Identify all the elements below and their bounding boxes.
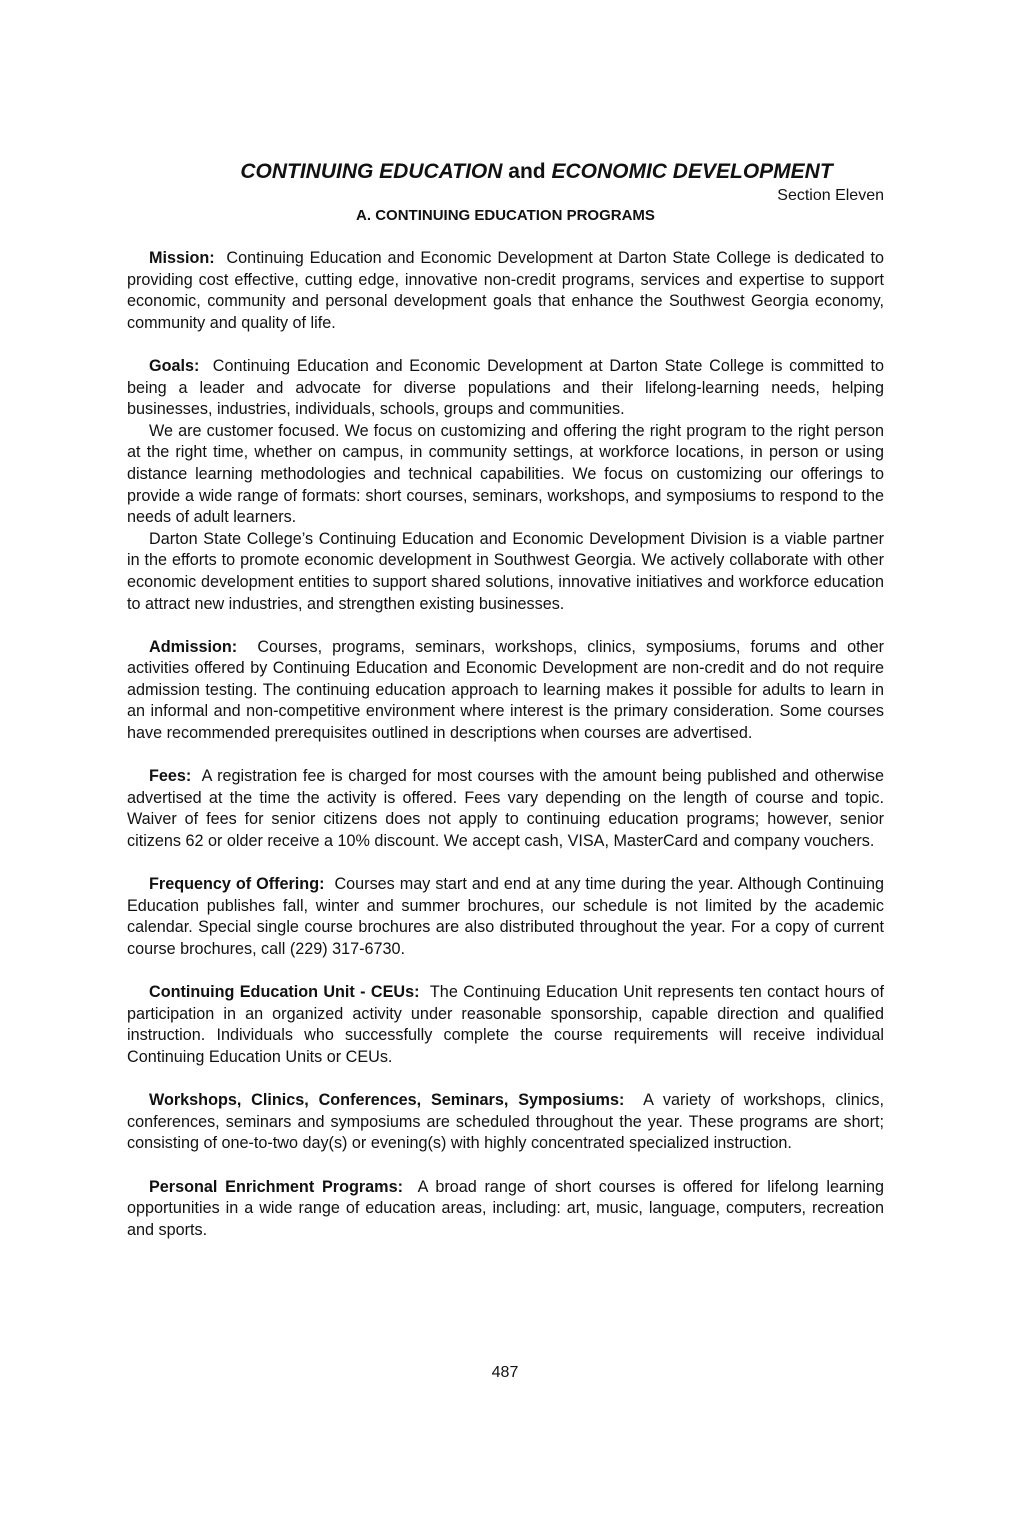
goals-paragraph — [127, 356, 884, 421]
workshops-heading: Workshops, Clinics, Conferences, Seminars, Symposiums: — [149, 1091, 625, 1110]
title-and: and — [508, 160, 546, 183]
title-part1: CONTINUING EDUCATION — [240, 160, 503, 183]
page-title — [127, 158, 884, 186]
goals-paragraph-2: We are customer focused. We focus on customizing and offering the right program to the right person at the right time, whether on campus, in community settings, at workforce locations, in person or using distance learning methodologies and technical capabilities. We focus on customizing our offerings to provide a wide range of formats: short courses, seminars, workshops, and symposiums to respond to the needs of adult learners. — [127, 421, 884, 527]
section-label: Section Eleven — [777, 187, 884, 204]
workshops-paragraph — [127, 1090, 884, 1155]
fees-text: A registration fee is charged for most courses with the amount being published and otherwise advertised at the time the activity is offered. Fees vary depending on the length of course and topic. Waiver of fees for senior citizens does not apply to continuing education programs; however, senior citizens 62 or older receive a 10% discount. We accept cash, VISA, MasterCard and company vouchers. — [127, 767, 885, 851]
goals-heading: Goals: — [149, 356, 200, 375]
frequency-text: Courses may start and end at any time during the year. Although Continuing Education publishes fall, winter and summer brochures, our schedule is not limited by the academic calendar. Special single course brochures are also distributed throughout the year. For a copy of current course brochures, call (229) 317-6730. — [127, 875, 884, 958]
title-part2: ECONOMIC DEVELOPMENT — [551, 160, 833, 183]
workshops-text: A variety of workshops, clinics, conferences, seminars and symposiums are scheduled throughout the year. These programs are short; consisting of one-to-two day(s) or evening(s) with highly concentrated specialized instruction. — [127, 1091, 884, 1153]
goals-paragraph-3: Darton State College’s Continuing Education and Economic Development Division is a viable partner in the efforts to promote economic development in Southwest Georgia. We actively collaborate with other economic development entities to support shared solutions, innovative initiatives and workforce education to attract new industries, and strengthen existing businesses. — [127, 529, 884, 613]
frequency-heading: Frequency of Offering: — [149, 875, 325, 894]
mission-paragraph — [127, 248, 884, 334]
section-subtitle: A. CONTINUING EDUCATION PROGRAMS — [356, 207, 655, 224]
mission-text: Continuing Education and Economic Development at Darton State College is dedicated to providing cost effective, cutting edge, innovative non-credit programs, services and expertise to support economic, community and personal development goals that enhance the Southwest Georgia economy, community and quality of life. — [127, 249, 885, 332]
admission-text: Courses, programs, seminars, workshops, clinics, symposiums, forums and other activities offered by Continuing Education and Economic Development are non-credit and do not require admission testing. The continuing education approach to learning makes it possible for adults to learn in an informal and non-competitive environment where interest is the primary consideration. Some courses have recommended prerequisites outlined in descriptions when courses are advertised. — [127, 637, 885, 743]
mission-heading: Mission: — [149, 249, 215, 267]
ceu-paragraph — [127, 982, 884, 1068]
document-page — [127, 158, 884, 1241]
page-number: 487 — [491, 1364, 519, 1381]
goals-text: Continuing Education and Economic Development at Darton State College is committed to being a leader and advocate for diverse populations and their lifelong-learning needs, helping businesses, industries, individuals, schools, groups and communities. — [127, 356, 884, 419]
admission-paragraph — [127, 637, 884, 745]
admission-heading: Admission: — [149, 637, 238, 656]
ceu-heading: Continuing Education Unit - CEUs: — [149, 983, 420, 1002]
enrichment-heading: Personal Enrichment Programs: — [149, 1177, 403, 1196]
fees-heading: Fees: — [149, 767, 192, 786]
ceu-text: The Continuing Education Unit represents ten contact hours of participation in an organized activity under reasonable sponsorship, capable direction and qualified instruction. Individuals who successfully complete the course requirements will receive individual Continuing Education Units or CEUs. — [127, 983, 884, 1066]
enrichment-paragraph — [127, 1177, 884, 1242]
fees-paragraph — [127, 766, 884, 852]
enrichment-text: A broad range of short courses is offered for lifelong learning opportunities in a wide range of education areas, including: art, music, language, computers, recreation and sports. — [127, 1177, 884, 1239]
frequency-paragraph — [127, 874, 884, 960]
